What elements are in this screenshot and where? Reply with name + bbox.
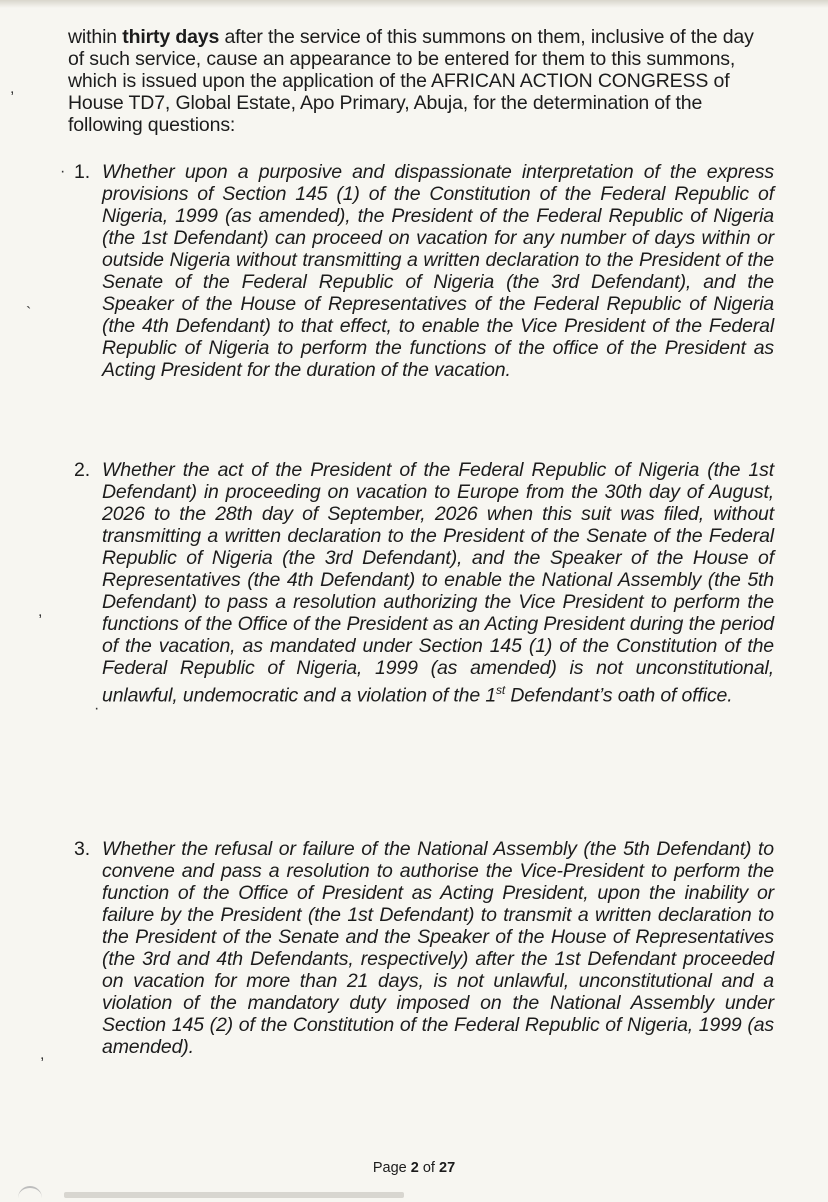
intro-bold: thirty days <box>122 26 220 48</box>
question-3 <box>74 838 774 1058</box>
question-number: 1. <box>74 161 90 183</box>
question-text: Whether the refusal or failure of the National Assembly (the 5th Defendant) to convene and pass a resolution to authorise the Vice-President to perform the function of the Office of President as Acting President, upon the inability or failure by the President (the 1st Defendant) to transmit a written declaration to the President of the Senate and the Speaker of the House of Representatives (the 3rd and 4th Defendants, respectively) after the 1st Defendant proceeded on vacation for more than 21 days, is not unlawful, unconstitutional and a violation of the mandatory duty imposed on the National Assembly under Section 145 (2) of the Constitution of the Federal Republic of Nigeria, 1999 (as amended). <box>102 838 774 1058</box>
page-of: of <box>418 1160 439 1176</box>
question-2 <box>74 459 774 707</box>
scan-mark: · <box>94 700 100 717</box>
question-number: 3. <box>74 838 90 860</box>
page-total: 27 <box>439 1160 456 1176</box>
question-text-b: Defendant’s oath of office. <box>505 684 733 707</box>
page-footer <box>0 1160 828 1176</box>
scan-mark: · <box>60 163 66 180</box>
scan-edge <box>0 0 828 8</box>
intro-rest: after the service of this summons on them, inclusive of the day of such service, cause an appearance to be entered for them to this summons, which is issued upon the application of the AFRICAN ACTION CONGRESS of House TD7, Global Estate, Apo Primary, Abuja, for the determination of the following questions: <box>68 26 754 136</box>
question-number: 2. <box>74 459 90 481</box>
question-1 <box>74 161 774 381</box>
scan-mark: , <box>40 1046 45 1063</box>
page-current: 2 <box>410 1160 419 1176</box>
digital-stamp-icon <box>18 1186 42 1202</box>
page-word: Page <box>372 1160 411 1176</box>
faded-signature-line <box>64 1192 404 1198</box>
ordinal-suffix: st <box>496 683 506 697</box>
intro-lead: within <box>68 26 123 48</box>
question-text: Whether upon a purposive and dispassionate interpretation of the express provisions of Section 145 (1) of the Constitution of the Federal Republic of Nigeria, 1999 (as amended), the President of the Federal Republic of Nigeria (the 1st Defendant) can proceed on vacation for any number of days within or outside Nigeria without transmitting a written declaration to the President of the Senate of the Federal Republic of Nigeria (the 3rd Defendant), and the Speaker of the House of Representatives of the Federal Republic of Nigeria (the 4th Defendant) to that effect, to enable the Vice President of the Federal Republic of Nigeria to perform the functions of the office of the President as Acting President for the duration of the vacation. <box>102 161 774 381</box>
scan-mark: ` <box>26 305 32 322</box>
question-text-a: Whether the act of the President of the Federal Republic of Nigeria (the 1st Defendant) in proceeding on vacation to Europe from the 30th day of August, 2026 to the 28th day of September, 2026 when this suit was filed, without transmitting a written declaration to the President of the Senate of the Federal Republic of Nigeria (the 3rd Defendant), and the Speaker of the House of Representatives (the 4th Defendant) to enable the National Assembly (the 5th Defendant) to pass a resolution authorizing the Vice President to perform the functions of the Office of the President as an Acting President during the period of the vacation, as mandated under Section 145 (1) of the Constitution of the Federal Republic of Nigeria, 1999 (as amended) is not unconstitutional, unlawful, undemocratic and a violation of the 1 <box>102 459 774 707</box>
question-text <box>102 459 774 707</box>
scan-mark: , <box>38 603 43 620</box>
scan-mark: , <box>10 80 15 97</box>
intro-paragraph <box>68 26 768 136</box>
